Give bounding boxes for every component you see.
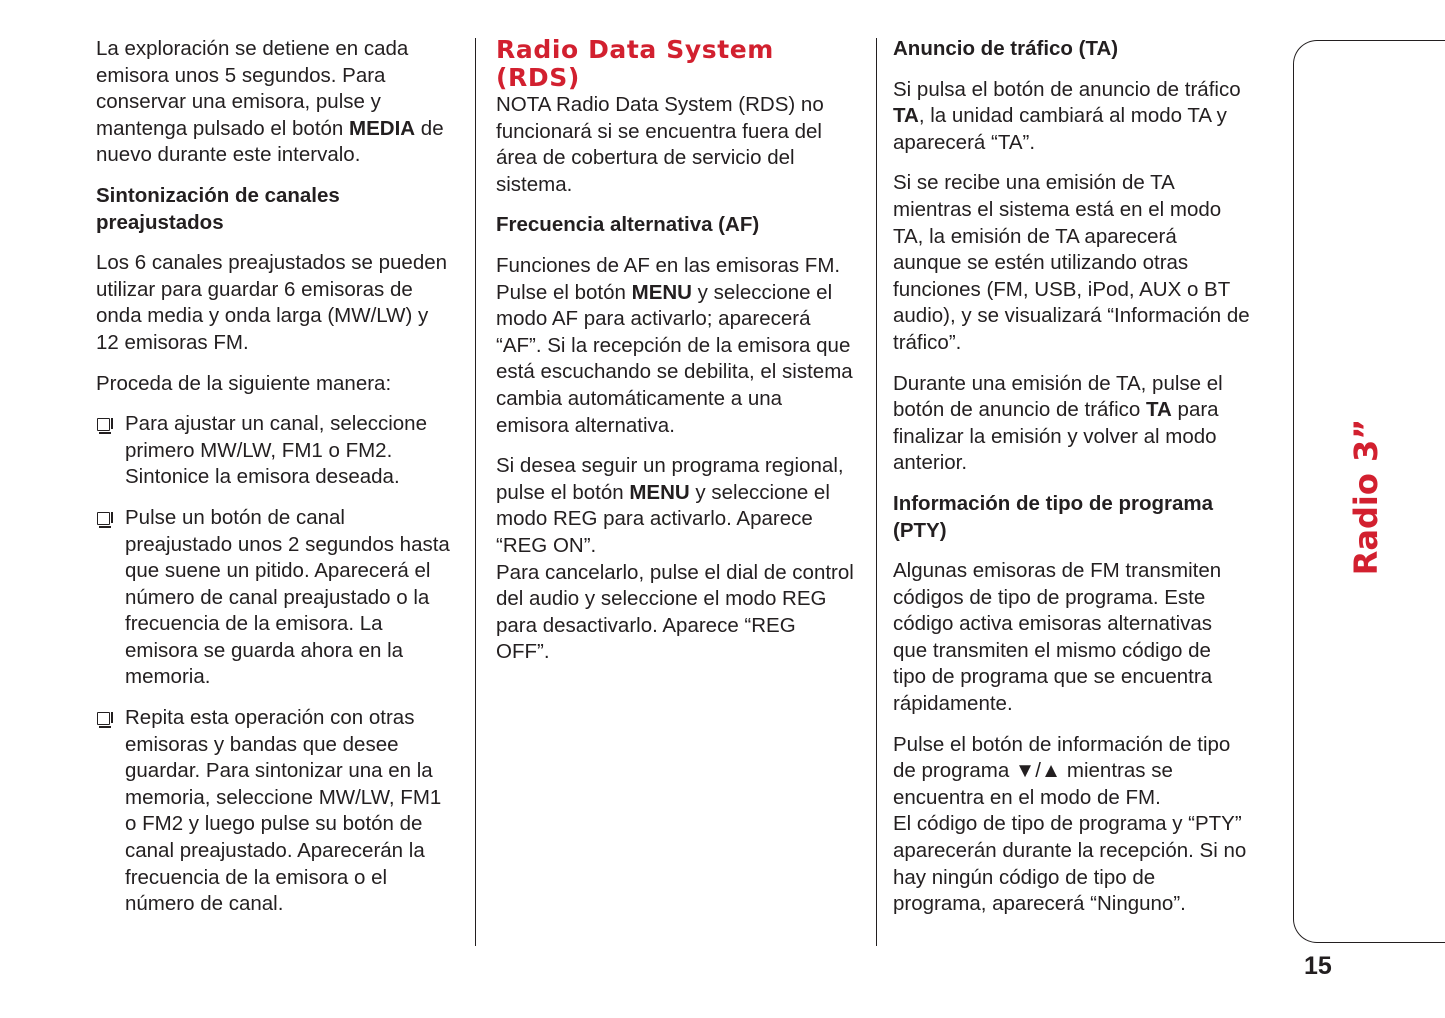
steps-list: [96, 411, 468, 918]
ta-button-ref: TA: [893, 104, 919, 128]
af-heading: Frecuencia alternativa (AF): [496, 213, 760, 237]
rds-title: Radio Data System (RDS): [496, 35, 774, 92]
preset-heading: Sintonización de canales preajustados: [96, 183, 340, 234]
column-2: [496, 36, 862, 680]
column-divider: [475, 38, 476, 946]
list-item: Para ajustar un canal, seleccione primero MW/LW, FM1 o FM2. Sintonice la emisora deseada.: [96, 411, 468, 491]
column-3: [893, 36, 1263, 932]
media-button-ref: MEDIA: [349, 116, 416, 140]
chapter-tab-label: Radio 3”: [1347, 418, 1385, 576]
list-item: Pulse un botón de canal preajustado unos 2 segundos hasta que suene un pitido. Aparecerá el número de canal preajustado o la frecuencia de la emisora. La emisora se guarda ahora en la memoria.: [96, 505, 468, 691]
menu-button-ref: MENU: [631, 280, 692, 304]
list-item: Repita esta operación con otras emisoras y bandas que desee guardar. Para sintonizar una en la memoria, seleccione MW/LW, FM1 o FM2 y luego pulse su botón de canal preajustado. Aparecerán la frecuencia de la emisora o el número de canal.: [96, 705, 468, 918]
column-1: [96, 36, 468, 932]
checkbox-bullet-icon: [97, 418, 110, 431]
af-paragraph: Funciones de AF en las emisoras FM. Pulse el botón MENU y seleccione el modo AF para activarlo; aparecerá “AF”. Si la recepción de la emisora que está escuchando se debilita, el sistema cambia automáticamente a una emisora alternativa.: [496, 253, 853, 437]
ta-heading: Anuncio de tráfico (TA): [893, 37, 1119, 60]
menu-button-ref: MENU: [629, 480, 690, 504]
ta-paragraph-2: Si se recibe una emisión de TA mientras el sistema está en el modo TA, la emisión de TA aparecerá aunque se estén utilizando otras funciones (FM, USB, iPod, AUX o BT audio), y se visualizará “Información de tráfico”.: [893, 171, 1250, 354]
scan-paragraph: La exploración se detiene en cada emisora unos 5 segundos. Para conservar una emisora, pulse y mantenga pulsado el botón MEDIA de nuevo durante este intervalo.: [96, 37, 444, 167]
page-number: 15: [1304, 952, 1332, 980]
ta-paragraph-1: Si pulsa el botón de anuncio de tráfico TA, la unidad cambiará al modo TA y aparecerá “TA”.: [893, 77, 1241, 154]
proceed-paragraph: Proceda de la siguiente manera:: [96, 371, 392, 395]
pty-heading: Información de tipo de programa (PTY): [893, 491, 1214, 542]
pty-paragraph-2: Pulse el botón de información de tipo de programa ▼/▲ mientras se encuentra en el modo de FM. El código de tipo de programa y “PTY” aparecerán durante la recepción. Si no hay ningún código de tipo de programa, aparecerá “Ninguno”.: [893, 732, 1247, 916]
ta-button-ref: TA: [1146, 398, 1172, 422]
checkbox-bullet-icon: [97, 512, 110, 525]
rds-note: NOTA Radio Data System (RDS) no funcionará si se encuentra fuera del área de cobertura de servicio del sistema.: [496, 93, 824, 196]
ta-paragraph-3: Durante una emisión de TA, pulse el botón de anuncio de tráfico TA para finalizar la emisión y volver al modo anterior.: [893, 371, 1223, 475]
checkbox-bullet-icon: [97, 712, 110, 725]
column-divider: [876, 38, 877, 946]
pty-paragraph-1: Algunas emisoras de FM transmiten códigos de tipo de programa. Este código activa emisoras alternativas que transmiten el mismo código de tipo de programa que se encuentra rápidamente.: [893, 559, 1222, 716]
reg-paragraph: Si desea seguir un programa regional, pulse el botón MENU y seleccione el modo REG para activarlo. Aparece “REG ON”. Para cancelarlo, pulse el dial de control del audio y seleccione el modo REG para desactivarlo. Aparece “REG OFF”.: [496, 454, 854, 664]
preset-paragraph: Los 6 canales preajustados se pueden utilizar para guardar 6 emisoras de onda media y onda larga (MW/LW) y 12 emisoras FM.: [96, 251, 448, 354]
